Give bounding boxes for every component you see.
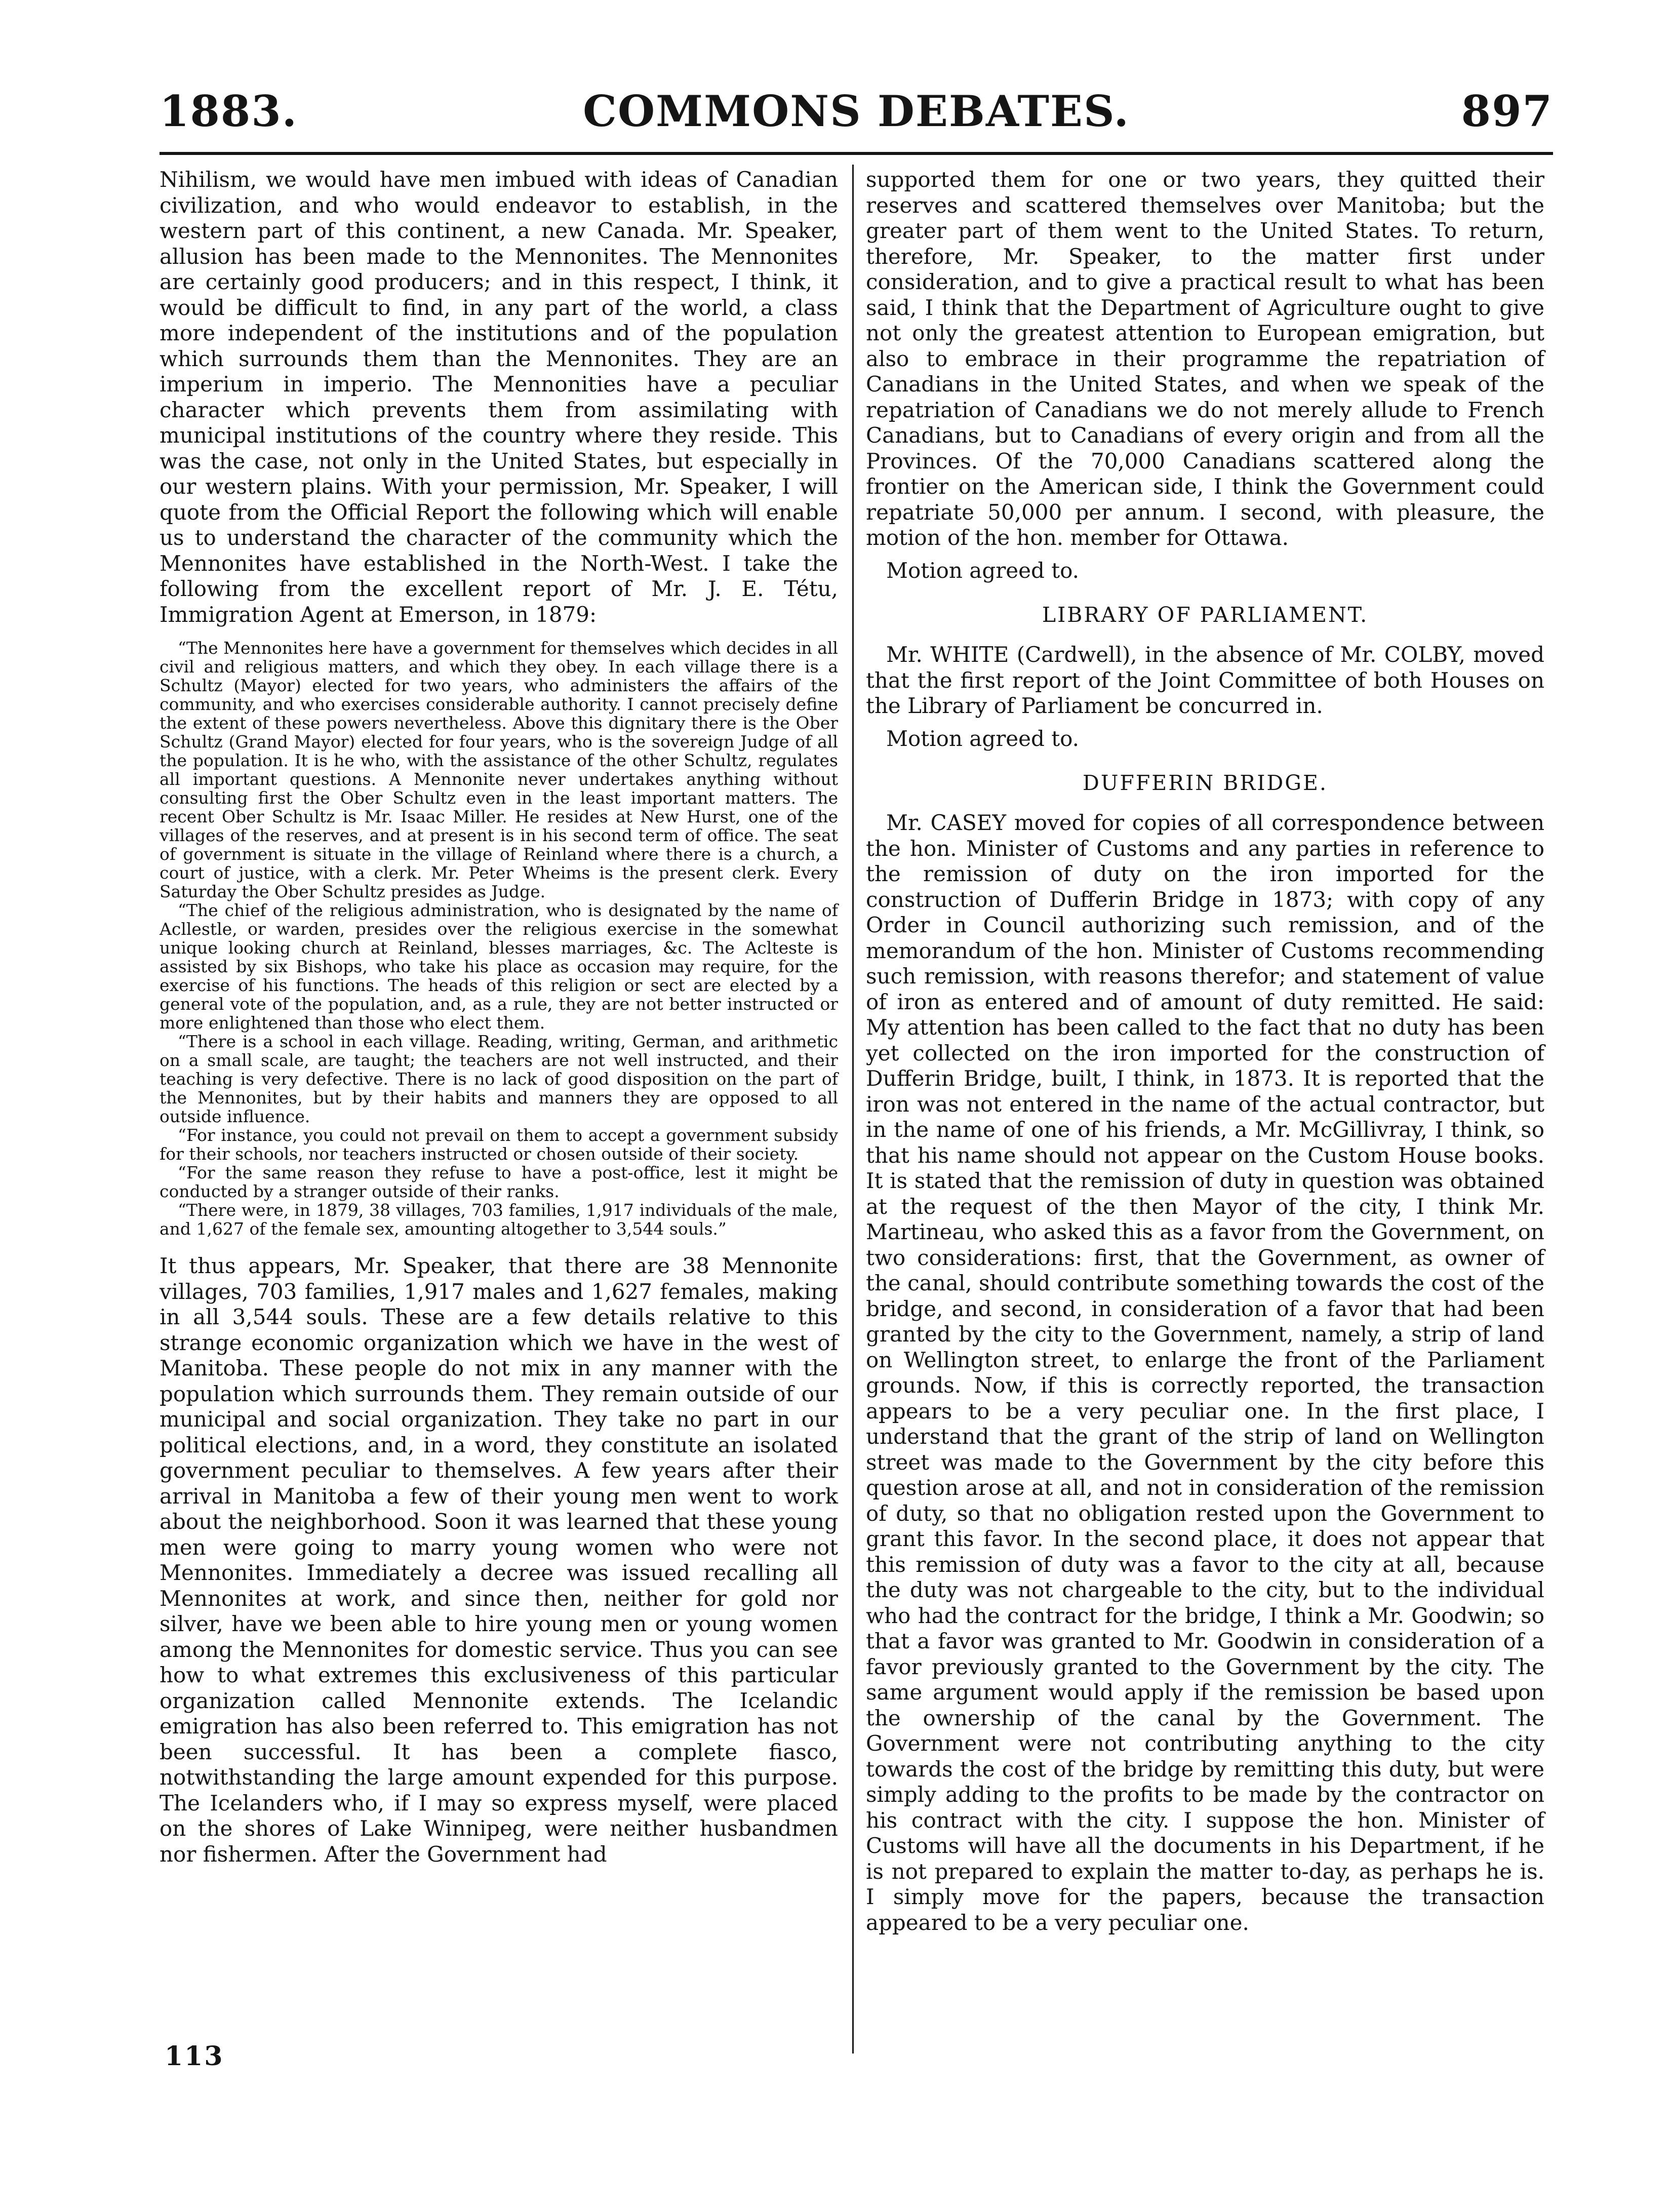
heading-dufferin-bridge: DUFFERIN BRIDGE.: [1082, 771, 1328, 795]
right-paragraph-1: supported them for one or two years, they quitted their reserves and scattered themselves over Manitoba; but the greater part of them went to the United States. To return, therefore, Mr. Speaker, to the matter first under consideration, and to give a practical result to what has been said, I think that the Department of Agriculture ought to give not only the greatest attention to European emigration, but also to embrace in their programme the repatriation of Canadians in the United States, and when we speak of the repatriation of Canadians we do not merely allude to French Canadians, but to Canadians of every origin and from all the Provinces. Of the 70,000 Canadians scattered along the frontier on the American side, I think the Government could repatriate 50,000 per annum. I second, with pleasure, the motion of the hon. member for Ottawa.: [866, 167, 1544, 550]
left-paragraph-1: Nihilism, we would have men imbued with ideas of Canadian civilization, and who would endeavor to establish, in the western part of this continent, a new Canada. Mr. Speaker, allusion has been made to the Mennonites. The Mennonites are certainly good producers; and in this respect, I think, it would be difficult to find, in any part of the world, a class more independent of the institutions and of the population which surrounds them than the Mennonites. They are an imperium in imperio. The Mennonities have a peculiar character which prevents them from assimilating with municipal institutions of the country where they reside. This was the case, not only in the United States, but especially in our western plains. With your permission, Mr. Speaker, I will quote from the Official Report the following which will enable us to understand the character of the community which the Mennonites have established in the North-West. I take the following from the excellent report of Mr. J. E. Tétu, Immigration Agent at Emerson, in 1879:: [160, 167, 838, 627]
page-header: [160, 76, 1553, 157]
quote-paragraph-6: “There were, in 1879, 38 villages, 703 families, 1,917 individuals of the male, and 1,627 of the female sex, amounting altogether to 3,544 souls.”: [160, 1200, 838, 1239]
quote-paragraph-4: “For instance, you could not prevail on them to accept a government subsidy for their schools, nor teachers instructed or chosen outside of their society.: [160, 1125, 838, 1164]
right-paragraph-3: Mr. CASEY moved for copies of all correspondence between the hon. Minister of Customs and any parties in reference to the remission of duty on the iron imported for the construction of Dufferin Bridge in 1873; with copy of any Order in Council authorizing such remission, and of the memorandum of the hon. Minister of Customs recommending such remission, with reasons therefor; and statement of value of iron as entered and of amount of duty remitted. He said: My attention has been called to the fact that no duty has been yet collected on the iron imported for the construction of Dufferin Bridge, built, I think, in 1873. It is reported that the iron was not entered in the name of the actual contractor, but in the name of one of his friends, a Mr. McGillivray, I think, so that his name should not appear on the Custom House books. It is stated that the remission of duty in question was obtained at the request of the then Mayor of the city, I think Mr. Martineau, who asked this as a favor from the Government, on two considerations: first, that the Government, as owner of the canal, should contribute something towards the cost of the bridge, and second, in consideration of a favor that had been granted by the city to the Government, namely, a strip of land on Wellington street, to enlarge the front of the Parliament grounds. Now, if this is correctly reported, the transaction appears to be a very peculiar one. In the first place, I understand that the grant of the strip of land on Wellington street was made to the Government by the city before this question arose at all, and not in consideration of the remission of duty, so that no obligation rested upon the Government to grant this favor. In the second place, it does not appear that this remission of duty was a favor to the city at all, because the duty was not chargeable to the city, but to the individual who had the contract for the bridge, I think a Mr. Goodwin; so that a favor was granted to Mr. Goodwin in consideration of a favor previously granted to the Government by the city. The same argument would apply if the remission be based upon the ownership of the canal by the Government. The Government were not contributing anything to the city towards the cost of the bridge by remitting this duty, but were simply adding to the profits to be made by the contractor on his contract with the city. I suppose the hon. Minister of Customs will have all the documents in his Department, if he is not prepared to explain the matter to-day, as perhaps he is. I simply move for the papers, because the transaction appeared to be a very peculiar one.: [866, 810, 1544, 1935]
quote-paragraph-5: “For the same reason they refuse to have a post-office, lest it might be conducted by a stranger outside of their ranks.: [160, 1163, 838, 1201]
left-paragraph-2: It thus appears, Mr. Speaker, that there are 38 Mennonite villages, 703 families, 1,917 males and 1,627 females, making in all 3,544 souls. These are a few details relative to this strange economic organization which we have in the west of Manitoba. These people do not mix in any manner with the population which surrounds them. They remain outside of our municipal and social organization. They take no part in our political elections, and, in a word, they constitute an isolated government peculiar to themselves. A few years after their arrival in Manitoba a few of their young men went to work about the neighborhood. Soon it was learned that these young men were going to marry young women who were not Mennonites. Immediately a decree was issued recalling all Mennonites at work, and since then, neither for gold nor silver, have we been able to hire young men or young women among the Mennonites for domestic service. Thus you can see how to what extremes this exclusiveness of this particular organization called Mennonite extends. The Icelandic emigration has also been referred to. This emigration has not been successful. It has been a complete fiasco, notwithstanding the large amount expended for this purpose. The Icelanders who, if I may so express myself, were placed on the shores of Lake Winnipeg, were neither husbandmen nor fishermen. After the Government had: [160, 1253, 838, 1867]
report-quotation: [160, 639, 838, 1238]
right-paragraph-2: Mr. WHITE (Cardwell), in the absence of Mr. COLBY, moved that the first report of the Joint Committee of both Houses on the Library of Parliament be concurred in.: [866, 642, 1544, 718]
right-column: [866, 167, 1544, 1936]
quote-paragraph-1: “The Mennonites here have a government for themselves which decides in all civil and religious matters, and which they obey. In each village there is a Schultz (Mayor) elected for two years, who administers the affairs of the community, and who exercises considerable authority. I cannot precisely define the extent of these powers nevertheless. Above this dignitary there is the Ober Schultz (Grand Mayor) elected for four years, who is the sovereign Judge of all the population. It is he who, with the assistance of the other Schultz, regulates all important questions. A Mennonite never undertakes anything without consulting first the Ober Schultz even in the least important matters. The recent Ober Schultz is Mr. Isaac Miller. He resides at New Hurst, one of the villages of the reserves, and at present is in his second term of office. The seat of government is situate in the village of Reinland where there is a church, a court of justice, with a clerk. Mr. Peter Wheims is the present clerk. Every Saturday the Ober Schultz presides as Judge.: [160, 638, 838, 901]
motion-agreed-1: Motion agreed to.: [886, 558, 1080, 583]
header-page-number: 897: [1461, 86, 1553, 136]
left-column: [160, 167, 838, 1867]
heading-library-of-parliament: LIBRARY OF PARLIAMENT.: [1042, 603, 1369, 627]
signature-mark: 113: [165, 2041, 224, 2072]
motion-agreed-2: Motion agreed to.: [886, 726, 1080, 751]
header-title: COMMONS DEBATES.: [583, 86, 1130, 136]
quote-paragraph-2: “The chief of the religious administration, who is designated by the name of Acllestle, or warden, presides over the religious exercise in the somewhat unique looking church at Reinland, blesses marriages, &c. The Aclteste is assisted by six Bishops, who take his place as occasion may require, for the exercise of his functions. The heads of this religion or sect are elected by a general vote of the population, and, as a rule, they are not better instructed or more enlightened than those who elect them.: [160, 900, 838, 1033]
header-year: 1883.: [160, 86, 298, 136]
header-rule: [160, 152, 1553, 155]
quote-paragraph-3: “There is a school in each village. Reading, writing, German, and arithmetic on a small scale, are taught; the teachers are not well instructed, and their teaching is very defective. There is no lack of good disposition on the part of the Mennonites, but by their habits and manners they are opposed to all outside influence.: [160, 1032, 838, 1126]
column-divider: [852, 165, 854, 2053]
